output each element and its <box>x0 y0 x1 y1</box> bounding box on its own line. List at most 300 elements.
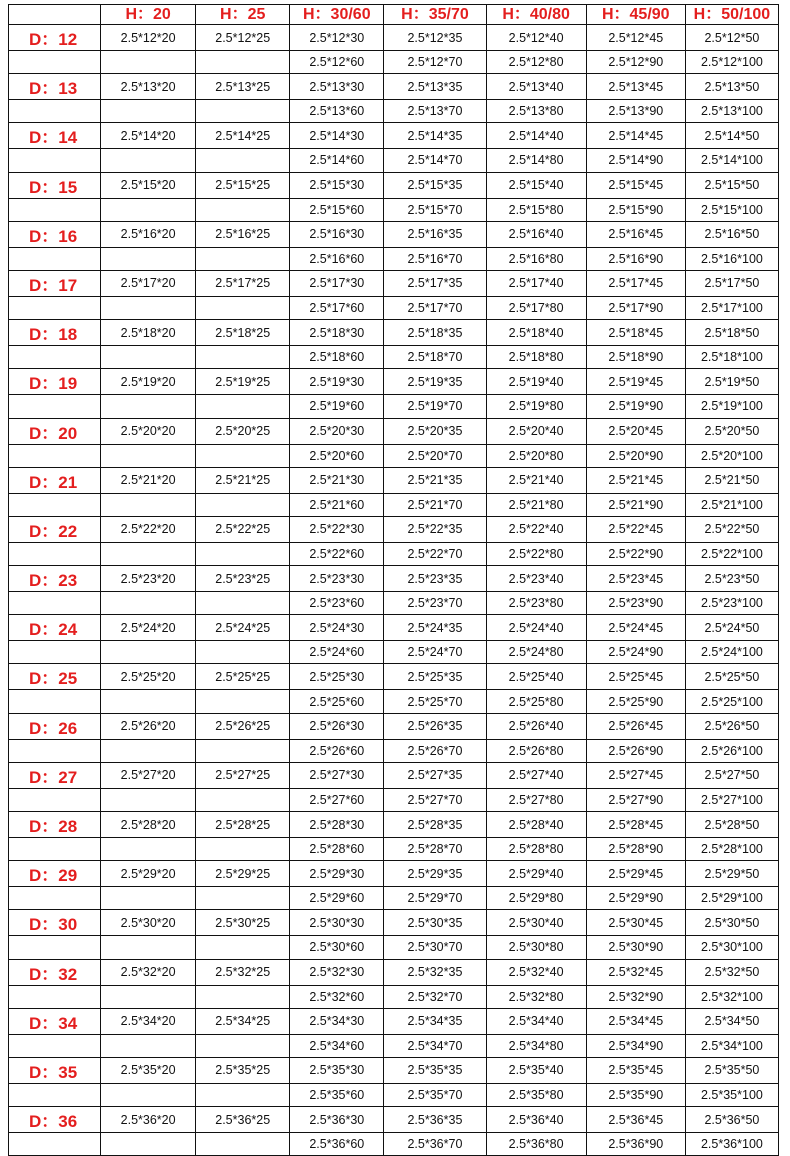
empty-cell <box>101 198 196 221</box>
size-cell: 2.5*13*100 <box>685 100 778 123</box>
size-cell: 2.5*17*40 <box>486 270 586 296</box>
size-cell: 2.5*19*20 <box>101 369 196 395</box>
size-cell: 2.5*19*30 <box>290 369 384 395</box>
empty-cell <box>101 887 196 910</box>
size-cell: 2.5*20*100 <box>685 444 778 467</box>
diameter-label: D：12 <box>9 25 101 51</box>
size-cell: 2.5*26*100 <box>685 739 778 762</box>
size-cell: 2.5*21*50 <box>685 467 778 493</box>
empty-cell <box>101 395 196 418</box>
empty-cell <box>196 493 290 516</box>
table-row <box>9 346 779 369</box>
size-cell: 2.5*25*30 <box>290 664 384 690</box>
size-cell: 2.5*16*60 <box>290 247 384 270</box>
size-cell: 2.5*28*45 <box>586 812 685 838</box>
size-cell: 2.5*29*80 <box>486 887 586 910</box>
diameter-label: D：20 <box>9 418 101 444</box>
size-cell: 2.5*34*70 <box>384 1034 486 1057</box>
diameter-label: D：35 <box>9 1057 101 1083</box>
size-cell: 2.5*25*35 <box>384 664 486 690</box>
size-cell: 2.5*32*60 <box>290 985 384 1008</box>
diameter-label: D：32 <box>9 959 101 985</box>
table-row <box>9 910 779 936</box>
size-cell: 2.5*29*35 <box>384 861 486 887</box>
size-cell: 2.5*30*60 <box>290 936 384 959</box>
size-cell: 2.5*22*45 <box>586 516 685 542</box>
empty-cell <box>9 592 101 615</box>
table-row <box>9 838 779 861</box>
size-cell: 2.5*17*30 <box>290 270 384 296</box>
size-cell: 2.5*34*25 <box>196 1008 290 1034</box>
size-cell: 2.5*28*90 <box>586 838 685 861</box>
column-header: H：20 <box>101 5 196 25</box>
empty-cell <box>196 936 290 959</box>
size-cell: 2.5*28*25 <box>196 812 290 838</box>
size-cell: 2.5*23*35 <box>384 566 486 592</box>
size-cell: 2.5*14*20 <box>101 123 196 149</box>
size-cell: 2.5*34*20 <box>101 1008 196 1034</box>
size-cell: 2.5*30*45 <box>586 910 685 936</box>
size-cell: 2.5*20*40 <box>486 418 586 444</box>
size-cell: 2.5*23*100 <box>685 592 778 615</box>
size-cell: 2.5*26*35 <box>384 713 486 739</box>
size-cell: 2.5*32*100 <box>685 985 778 1008</box>
table-row <box>9 149 779 172</box>
size-cell: 2.5*30*50 <box>685 910 778 936</box>
empty-cell <box>101 788 196 811</box>
size-cell: 2.5*34*35 <box>384 1008 486 1034</box>
diameter-label: D：15 <box>9 172 101 198</box>
empty-cell <box>101 149 196 172</box>
size-cell: 2.5*34*90 <box>586 1034 685 1057</box>
size-cell: 2.5*12*60 <box>290 51 384 74</box>
size-cell: 2.5*24*50 <box>685 615 778 641</box>
size-cell: 2.5*13*45 <box>586 74 685 100</box>
size-cell: 2.5*19*35 <box>384 369 486 395</box>
size-cell: 2.5*14*80 <box>486 149 586 172</box>
size-cell: 2.5*15*40 <box>486 172 586 198</box>
size-cell: 2.5*26*50 <box>685 713 778 739</box>
size-cell: 2.5*23*80 <box>486 592 586 615</box>
empty-cell <box>9 1034 101 1057</box>
empty-cell <box>196 690 290 713</box>
size-cell: 2.5*13*25 <box>196 74 290 100</box>
table-row <box>9 444 779 467</box>
size-cell: 2.5*15*80 <box>486 198 586 221</box>
size-cell: 2.5*25*20 <box>101 664 196 690</box>
size-cell: 2.5*15*30 <box>290 172 384 198</box>
size-cell: 2.5*16*40 <box>486 221 586 247</box>
size-cell: 2.5*30*80 <box>486 936 586 959</box>
size-cell: 2.5*18*90 <box>586 346 685 369</box>
empty-cell <box>9 395 101 418</box>
size-cell: 2.5*25*40 <box>486 664 586 690</box>
size-cell: 2.5*22*50 <box>685 516 778 542</box>
size-cell: 2.5*18*35 <box>384 320 486 346</box>
table-row <box>9 812 779 838</box>
size-cell: 2.5*18*70 <box>384 346 486 369</box>
size-cell: 2.5*20*70 <box>384 444 486 467</box>
size-cell: 2.5*20*35 <box>384 418 486 444</box>
size-cell: 2.5*27*70 <box>384 788 486 811</box>
table-row <box>9 936 779 959</box>
empty-cell <box>196 444 290 467</box>
size-cell: 2.5*22*35 <box>384 516 486 542</box>
size-cell: 2.5*12*100 <box>685 51 778 74</box>
size-cell: 2.5*26*25 <box>196 713 290 739</box>
empty-cell <box>101 592 196 615</box>
size-cell: 2.5*16*50 <box>685 221 778 247</box>
size-cell: 2.5*15*20 <box>101 172 196 198</box>
size-cell: 2.5*23*40 <box>486 566 586 592</box>
size-cell: 2.5*35*40 <box>486 1057 586 1083</box>
size-cell: 2.5*15*25 <box>196 172 290 198</box>
size-cell: 2.5*29*40 <box>486 861 586 887</box>
empty-cell <box>9 198 101 221</box>
size-cell: 2.5*26*45 <box>586 713 685 739</box>
size-cell: 2.5*34*80 <box>486 1034 586 1057</box>
size-cell: 2.5*28*40 <box>486 812 586 838</box>
size-cell: 2.5*23*60 <box>290 592 384 615</box>
size-table <box>8 4 779 1156</box>
table-row <box>9 762 779 788</box>
empty-cell <box>9 149 101 172</box>
size-cell: 2.5*18*60 <box>290 346 384 369</box>
empty-cell <box>196 592 290 615</box>
size-cell: 2.5*28*50 <box>685 812 778 838</box>
size-cell: 2.5*21*45 <box>586 467 685 493</box>
size-cell: 2.5*21*40 <box>486 467 586 493</box>
size-cell: 2.5*19*60 <box>290 395 384 418</box>
size-cell: 2.5*15*35 <box>384 172 486 198</box>
size-cell: 2.5*18*30 <box>290 320 384 346</box>
table-row <box>9 493 779 516</box>
size-cell: 2.5*13*35 <box>384 74 486 100</box>
table-row <box>9 395 779 418</box>
empty-cell <box>101 296 196 319</box>
size-cell: 2.5*19*50 <box>685 369 778 395</box>
table-row <box>9 1057 779 1083</box>
empty-cell <box>101 985 196 1008</box>
diameter-label: D：13 <box>9 74 101 100</box>
size-cell: 2.5*25*25 <box>196 664 290 690</box>
empty-cell <box>196 887 290 910</box>
size-cell: 2.5*22*40 <box>486 516 586 542</box>
size-cell: 2.5*24*100 <box>685 641 778 664</box>
size-cell: 2.5*18*45 <box>586 320 685 346</box>
column-header: H：30/60 <box>290 5 384 25</box>
empty-cell <box>101 1034 196 1057</box>
size-cell: 2.5*18*100 <box>685 346 778 369</box>
size-cell: 2.5*35*50 <box>685 1057 778 1083</box>
size-cell: 2.5*25*50 <box>685 664 778 690</box>
size-cell: 2.5*32*80 <box>486 985 586 1008</box>
size-cell: 2.5*28*100 <box>685 838 778 861</box>
size-cell: 2.5*24*20 <box>101 615 196 641</box>
empty-cell <box>9 444 101 467</box>
size-cell: 2.5*19*100 <box>685 395 778 418</box>
size-cell: 2.5*35*35 <box>384 1057 486 1083</box>
size-cell: 2.5*32*40 <box>486 959 586 985</box>
size-cell: 2.5*22*30 <box>290 516 384 542</box>
size-cell: 2.5*29*20 <box>101 861 196 887</box>
size-cell: 2.5*20*90 <box>586 444 685 467</box>
size-cell: 2.5*25*70 <box>384 690 486 713</box>
size-cell: 2.5*19*70 <box>384 395 486 418</box>
size-cell: 2.5*24*80 <box>486 641 586 664</box>
size-cell: 2.5*35*30 <box>290 1057 384 1083</box>
size-cell: 2.5*20*60 <box>290 444 384 467</box>
empty-cell <box>9 641 101 664</box>
size-cell: 2.5*21*35 <box>384 467 486 493</box>
empty-cell <box>196 1133 290 1156</box>
size-cell: 2.5*12*30 <box>290 25 384 51</box>
size-cell: 2.5*36*40 <box>486 1107 586 1133</box>
empty-cell <box>9 247 101 270</box>
size-cell: 2.5*24*30 <box>290 615 384 641</box>
size-cell: 2.5*17*20 <box>101 270 196 296</box>
size-cell: 2.5*26*20 <box>101 713 196 739</box>
table-row <box>9 51 779 74</box>
size-cell: 2.5*30*90 <box>586 936 685 959</box>
size-cell: 2.5*27*60 <box>290 788 384 811</box>
size-cell: 2.5*15*45 <box>586 172 685 198</box>
size-cell: 2.5*32*20 <box>101 959 196 985</box>
size-cell: 2.5*21*20 <box>101 467 196 493</box>
size-cell: 2.5*27*100 <box>685 788 778 811</box>
size-cell: 2.5*22*90 <box>586 542 685 565</box>
size-cell: 2.5*35*45 <box>586 1057 685 1083</box>
size-cell: 2.5*13*70 <box>384 100 486 123</box>
size-cell: 2.5*34*60 <box>290 1034 384 1057</box>
empty-cell <box>101 444 196 467</box>
size-cell: 2.5*16*35 <box>384 221 486 247</box>
size-cell: 2.5*27*25 <box>196 762 290 788</box>
size-cell: 2.5*28*60 <box>290 838 384 861</box>
size-cell: 2.5*21*30 <box>290 467 384 493</box>
size-cell: 2.5*36*20 <box>101 1107 196 1133</box>
size-cell: 2.5*21*70 <box>384 493 486 516</box>
size-cell: 2.5*19*45 <box>586 369 685 395</box>
empty-cell <box>101 739 196 762</box>
empty-cell <box>196 739 290 762</box>
table-row <box>9 1133 779 1156</box>
size-cell: 2.5*34*45 <box>586 1008 685 1034</box>
size-cell: 2.5*29*60 <box>290 887 384 910</box>
size-cell: 2.5*27*80 <box>486 788 586 811</box>
size-cell: 2.5*27*50 <box>685 762 778 788</box>
size-cell: 2.5*12*90 <box>586 51 685 74</box>
size-cell: 2.5*18*80 <box>486 346 586 369</box>
size-cell: 2.5*14*100 <box>685 149 778 172</box>
diameter-label: D：25 <box>9 664 101 690</box>
empty-cell <box>101 838 196 861</box>
empty-cell <box>196 198 290 221</box>
size-cell: 2.5*13*30 <box>290 74 384 100</box>
size-cell: 2.5*34*40 <box>486 1008 586 1034</box>
table-row <box>9 1107 779 1133</box>
size-cell: 2.5*36*50 <box>685 1107 778 1133</box>
size-cell: 2.5*36*30 <box>290 1107 384 1133</box>
size-cell: 2.5*27*45 <box>586 762 685 788</box>
table-row <box>9 369 779 395</box>
table-row <box>9 123 779 149</box>
table-row <box>9 270 779 296</box>
size-cell: 2.5*20*20 <box>101 418 196 444</box>
table-row <box>9 25 779 51</box>
header-row <box>9 5 779 25</box>
size-cell: 2.5*36*90 <box>586 1133 685 1156</box>
diameter-label: D：18 <box>9 320 101 346</box>
size-cell: 2.5*14*40 <box>486 123 586 149</box>
table-row <box>9 615 779 641</box>
empty-cell <box>101 51 196 74</box>
table-row <box>9 198 779 221</box>
size-cell: 2.5*21*100 <box>685 493 778 516</box>
size-cell: 2.5*27*40 <box>486 762 586 788</box>
size-cell: 2.5*24*90 <box>586 641 685 664</box>
size-cell: 2.5*13*80 <box>486 100 586 123</box>
size-cell: 2.5*24*70 <box>384 641 486 664</box>
size-cell: 2.5*30*35 <box>384 910 486 936</box>
size-cell: 2.5*34*30 <box>290 1008 384 1034</box>
size-cell: 2.5*16*30 <box>290 221 384 247</box>
size-cell: 2.5*26*80 <box>486 739 586 762</box>
size-cell: 2.5*28*20 <box>101 812 196 838</box>
size-cell: 2.5*21*90 <box>586 493 685 516</box>
table-row <box>9 221 779 247</box>
size-cell: 2.5*21*25 <box>196 467 290 493</box>
size-cell: 2.5*35*90 <box>586 1083 685 1106</box>
size-cell: 2.5*22*25 <box>196 516 290 542</box>
size-cell: 2.5*29*50 <box>685 861 778 887</box>
size-cell: 2.5*27*35 <box>384 762 486 788</box>
table-row <box>9 542 779 565</box>
diameter-label: D：36 <box>9 1107 101 1133</box>
empty-cell <box>101 1083 196 1106</box>
size-cell: 2.5*25*45 <box>586 664 685 690</box>
empty-cell <box>9 690 101 713</box>
column-header: H：25 <box>196 5 290 25</box>
size-cell: 2.5*15*70 <box>384 198 486 221</box>
size-cell: 2.5*29*45 <box>586 861 685 887</box>
size-cell: 2.5*17*100 <box>685 296 778 319</box>
size-cell: 2.5*17*60 <box>290 296 384 319</box>
size-cell: 2.5*24*60 <box>290 641 384 664</box>
size-cell: 2.5*16*80 <box>486 247 586 270</box>
empty-cell <box>196 296 290 319</box>
empty-cell <box>9 346 101 369</box>
size-cell: 2.5*26*60 <box>290 739 384 762</box>
table-row <box>9 1083 779 1106</box>
empty-cell <box>196 838 290 861</box>
size-cell: 2.5*35*70 <box>384 1083 486 1106</box>
table-row <box>9 418 779 444</box>
diameter-label: D：17 <box>9 270 101 296</box>
size-cell: 2.5*32*35 <box>384 959 486 985</box>
size-cell: 2.5*27*20 <box>101 762 196 788</box>
size-cell: 2.5*28*70 <box>384 838 486 861</box>
column-header: H：40/80 <box>486 5 586 25</box>
size-cell: 2.5*32*25 <box>196 959 290 985</box>
table-row <box>9 985 779 1008</box>
empty-cell <box>196 247 290 270</box>
size-cell: 2.5*29*90 <box>586 887 685 910</box>
size-cell: 2.5*12*45 <box>586 25 685 51</box>
empty-cell <box>9 887 101 910</box>
size-cell: 2.5*17*80 <box>486 296 586 319</box>
table-row <box>9 664 779 690</box>
size-cell: 2.5*27*90 <box>586 788 685 811</box>
empty-cell <box>101 641 196 664</box>
empty-cell <box>196 985 290 1008</box>
size-cell: 2.5*22*60 <box>290 542 384 565</box>
size-cell: 2.5*26*70 <box>384 739 486 762</box>
table-row <box>9 592 779 615</box>
diameter-label: D：19 <box>9 369 101 395</box>
diameter-label: D：34 <box>9 1008 101 1034</box>
size-cell: 2.5*20*80 <box>486 444 586 467</box>
size-cell: 2.5*20*45 <box>586 418 685 444</box>
table-row <box>9 788 779 811</box>
table-row <box>9 516 779 542</box>
table-row <box>9 74 779 100</box>
empty-cell <box>9 788 101 811</box>
size-cell: 2.5*23*45 <box>586 566 685 592</box>
size-cell: 2.5*17*70 <box>384 296 486 319</box>
empty-cell <box>101 247 196 270</box>
size-cell: 2.5*23*90 <box>586 592 685 615</box>
size-cell: 2.5*14*90 <box>586 149 685 172</box>
size-cell: 2.5*18*40 <box>486 320 586 346</box>
empty-cell <box>196 1034 290 1057</box>
diameter-label: D：27 <box>9 762 101 788</box>
table-row <box>9 1034 779 1057</box>
size-cell: 2.5*20*50 <box>685 418 778 444</box>
diameter-label: D：14 <box>9 123 101 149</box>
size-cell: 2.5*34*50 <box>685 1008 778 1034</box>
size-cell: 2.5*36*100 <box>685 1133 778 1156</box>
empty-cell <box>101 493 196 516</box>
size-cell: 2.5*30*100 <box>685 936 778 959</box>
size-cell: 2.5*17*90 <box>586 296 685 319</box>
empty-cell <box>196 51 290 74</box>
empty-cell <box>9 296 101 319</box>
empty-cell <box>9 739 101 762</box>
empty-cell <box>9 838 101 861</box>
empty-cell <box>101 346 196 369</box>
size-cell: 2.5*25*100 <box>685 690 778 713</box>
empty-cell <box>101 690 196 713</box>
size-cell: 2.5*28*35 <box>384 812 486 838</box>
diameter-label: D：16 <box>9 221 101 247</box>
empty-cell <box>196 395 290 418</box>
size-cell: 2.5*26*40 <box>486 713 586 739</box>
size-cell: 2.5*29*30 <box>290 861 384 887</box>
size-cell: 2.5*16*70 <box>384 247 486 270</box>
size-cell: 2.5*26*30 <box>290 713 384 739</box>
size-cell: 2.5*12*70 <box>384 51 486 74</box>
empty-cell <box>196 1083 290 1106</box>
empty-cell <box>9 936 101 959</box>
empty-cell <box>196 149 290 172</box>
size-cell: 2.5*24*40 <box>486 615 586 641</box>
diameter-label: D：21 <box>9 467 101 493</box>
size-cell: 2.5*14*35 <box>384 123 486 149</box>
diameter-label: D：22 <box>9 516 101 542</box>
size-cell: 2.5*21*80 <box>486 493 586 516</box>
size-cell: 2.5*32*30 <box>290 959 384 985</box>
